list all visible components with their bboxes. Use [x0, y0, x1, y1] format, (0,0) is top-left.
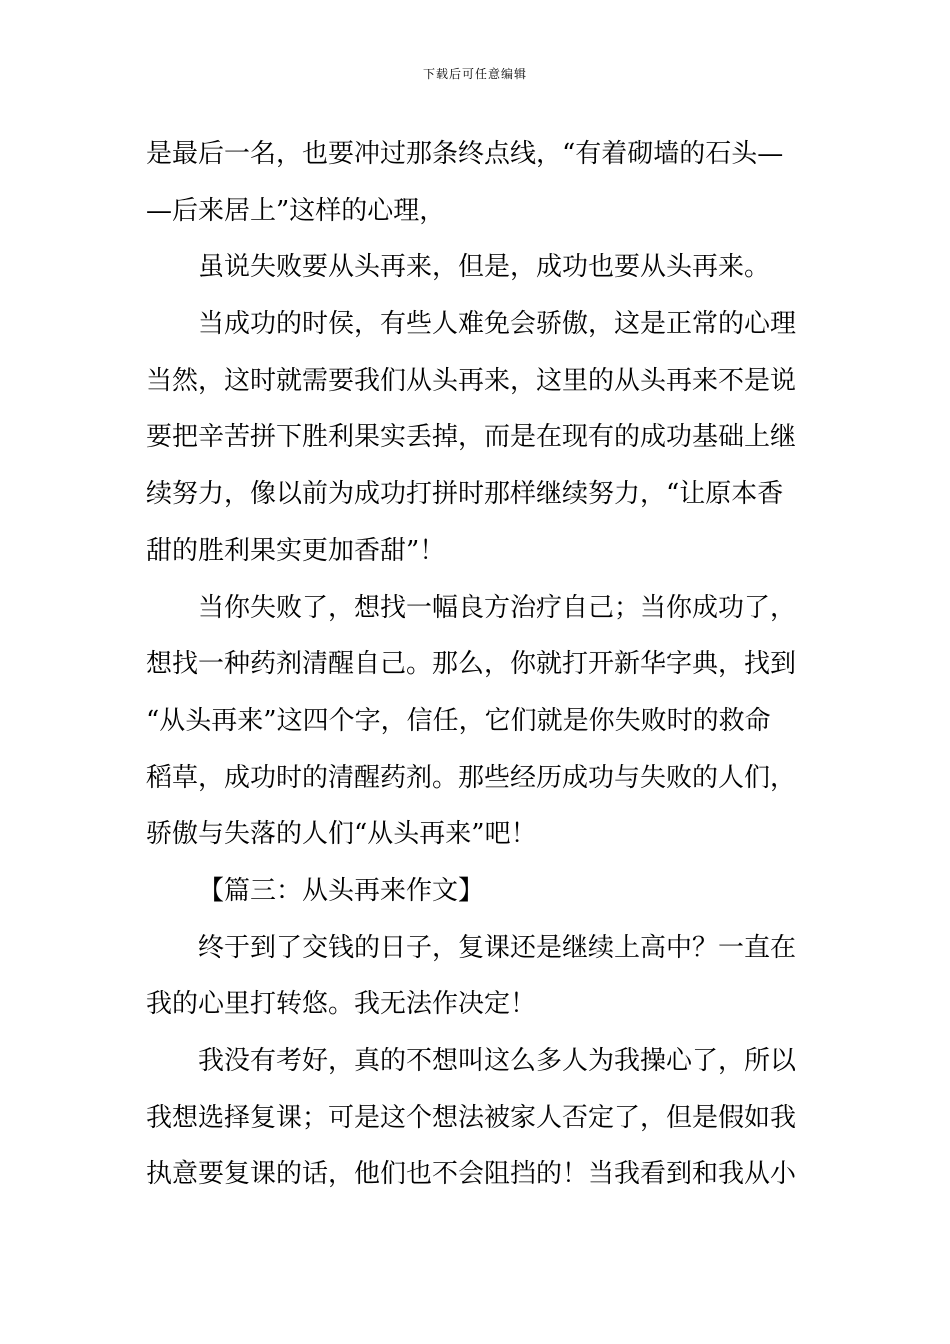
text-line: 要把辛苦拼下胜利果实丢掉，而是在现有的成功基础上继	[146, 422, 797, 453]
text-line: 执意要复课的话，他们也不会阻挡的！当我看到和我从小	[146, 1159, 797, 1190]
text-line: —后来居上”这样的心理，	[146, 195, 446, 226]
text-line: 甜的胜利果实更加香甜”！	[146, 535, 446, 566]
text-line: 我想选择复课；可是这个想法被家人否定了，但是假如我	[146, 1102, 797, 1133]
paragraph-start: 我没有考好，真的不想叫这么多人为我操心了，所以	[198, 1046, 797, 1076]
paragraph-start: 当成功的时侯，有些人难免会骄傲，这是正常的心理	[198, 309, 797, 340]
text-line: 续努力，像以前为成功打拼时那样继续努力，“让原本香	[146, 479, 784, 510]
text-line: 骄傲与失落的人们“从头再来”吧！	[146, 819, 537, 850]
paragraph-start: 虽说失败要从头再来，但是，成功也要从头再来。	[198, 252, 771, 283]
page-header: 下载后可任意编辑	[422, 67, 527, 81]
text-line: 是最后一名，也要冲过那条终点线，“有着砌墙的石头—	[146, 139, 784, 169]
document-body	[146, 126, 806, 1203]
paragraph-start: 终于到了交钱的日子，复课还是继续上高中？一直在	[198, 932, 797, 963]
text-line: 想找一种药剂清醒自己。那么，你就打开新华字典，找到	[146, 649, 797, 680]
text-line: 稻草，成功时的清醒药剂。那些经历成功与失败的人们，	[146, 762, 797, 793]
section-heading: 【篇三：从头再来作文】	[198, 875, 485, 906]
text-line: 当然，这时就需要我们从头再来，这里的从头再来不是说	[146, 365, 797, 396]
paragraph-start: 当你失败了，想找一幅良方治疗自己；当你成功了，	[198, 592, 797, 623]
text-line: 我的心里打转悠。我无法作决定！	[146, 989, 537, 1020]
text-line: “从头再来”这四个字，信任，它们就是你失败时的救命	[146, 705, 771, 736]
